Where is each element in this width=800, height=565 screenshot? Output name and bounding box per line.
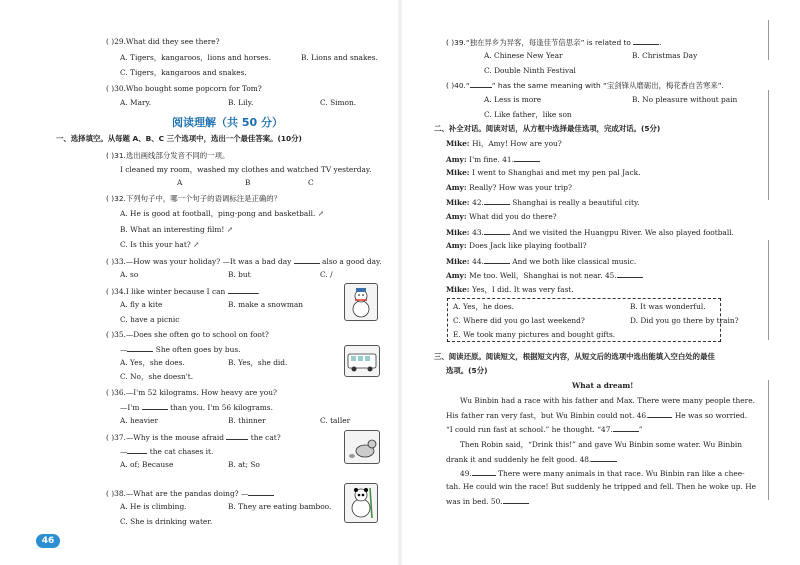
q32-option-c: C. Is this your hat? ↗ xyxy=(120,240,200,249)
q34-option-b: B. make a snowman xyxy=(228,300,304,309)
q37-option-a: A. of; Because xyxy=(120,460,174,469)
speaker: Amy: xyxy=(446,182,470,192)
dialog-text: I'm fine. xyxy=(469,154,503,164)
q32-option-a: A. He is good at football，ping-pong and basketball. ↗ xyxy=(120,209,324,218)
q30-option-a: A. Mary. xyxy=(120,98,152,107)
dialog-text: Hi，Amy! How are you? xyxy=(472,139,562,148)
q34-option-a: A. fly a kite xyxy=(120,300,163,309)
blank-number: 44. xyxy=(472,256,484,266)
story-line: drank it and suddenly he felt good. 48. xyxy=(446,454,617,464)
q38-option-c: C. She is drinking water. xyxy=(120,517,213,526)
q29-option-b: B. Lions and snakes. xyxy=(301,53,378,62)
answer-blank[interactable] xyxy=(617,270,643,278)
blank-number: 43. xyxy=(472,227,484,237)
q31-sentence: I cleaned my room，washed my clothes and watched TV yesterday. xyxy=(120,165,372,174)
q31-mark-c: C xyxy=(308,178,314,187)
q37-line2: — the cat chases it. xyxy=(120,447,214,456)
box-option-b: B. It was wonderful. xyxy=(630,302,706,311)
part1-instruction: 一、选择填空。从每题 A、B、C 三个选项中，选出一个最佳答案。(10分) xyxy=(56,134,302,143)
dialog-text: What did you do there? xyxy=(469,212,557,221)
story-line: Then Robin said，“Drink this!” and gave Wu Binbin some water. Wu Binbin xyxy=(460,440,742,449)
q29-option-c: C. Tigers，kangaroos and snakes. xyxy=(120,68,247,77)
speaker: Amy: xyxy=(446,241,470,251)
q38: ( )38.—What are the pandas doing? — xyxy=(106,488,274,498)
dialog-line xyxy=(446,197,640,207)
dialog-text: Really? How was your trip? xyxy=(469,182,572,192)
q30: ( )30.Who bought some popcorn for Tom? xyxy=(106,84,262,93)
q35-option-a: A. Yes，she does. xyxy=(120,358,185,367)
box-option-d: D. Did you go there by train? xyxy=(630,316,739,325)
q38-option-a: A. He is climbing. xyxy=(120,502,187,511)
q39-option-c: C. Double Ninth Festival xyxy=(484,66,576,75)
dialog-line xyxy=(446,183,572,192)
q30-option-b: B. Lily. xyxy=(228,98,254,107)
box-option-c: C. Where did you go last weekend? xyxy=(453,316,585,325)
rising-arrow-icon: ↗ xyxy=(193,240,200,249)
dialog-line xyxy=(446,212,557,221)
q29: ( )29.What did they see there? xyxy=(106,37,220,46)
story-line: His father ran very fast，but Wu Binbin could not. 46. He was so worried. xyxy=(446,411,748,420)
story-line: 49. There were many animals in that race. Wu Binbin ran like a chee- xyxy=(460,469,745,478)
box-option-a: A. Yes，he does. xyxy=(453,302,515,311)
q34: ( )34.I like winter because I can . xyxy=(106,287,260,296)
q35-line2: — She often goes by bus. xyxy=(120,345,241,354)
dialog-line xyxy=(446,270,643,280)
answer-blank[interactable] xyxy=(514,154,540,162)
q34-option-c: C. have a picnic xyxy=(120,315,180,324)
q36-option-b: B. thinner xyxy=(228,416,266,425)
q33-option-c: C. / xyxy=(320,270,333,279)
speaker: Amy: xyxy=(446,212,470,221)
margin-binding xyxy=(762,20,794,540)
q31: ( )31.选出画线部分发音不同的一项。 xyxy=(106,151,230,160)
dialog-text: Shanghai is really a beautiful city. xyxy=(509,198,640,208)
q31-mark-a: A xyxy=(177,178,183,187)
story-title: What a dream! xyxy=(572,381,634,390)
q30-option-c: C. Simon. xyxy=(320,98,357,107)
dialog-text: And we visited the Huangpu River. We also played football. xyxy=(509,227,734,237)
speaker: Mike: xyxy=(446,227,473,237)
q31-mark-b: B xyxy=(245,178,251,187)
q40: ( )40.“ ” has the same meaning with “宝剑锋从磨砺出，梅花香自苦寒来”. xyxy=(446,81,724,90)
snowman-icon xyxy=(344,283,378,321)
dialog-text: Does Jack like playing football? xyxy=(469,241,587,251)
q37: ( )37.—Why is the mouse afraid the cat? xyxy=(106,433,281,442)
part3-instruction: 三、阅读还原。阅读短文，根据短文内容，从短文后的选项中选出能填入空白处的最佳 xyxy=(434,352,715,361)
answer-blank[interactable] xyxy=(484,256,510,264)
answer-blank[interactable] xyxy=(484,227,510,235)
rising-arrow-icon: ↗ xyxy=(226,225,233,234)
q32-option-b: B. What an interesting film! ↗ xyxy=(120,225,233,234)
part2-instruction: 二、补全对话。阅读对话，从方框中选择最佳选项，完成对话。(5分) xyxy=(434,124,661,133)
speaker: Amy: xyxy=(446,271,470,281)
right-page xyxy=(400,0,800,565)
dialog-line xyxy=(446,241,587,250)
q33-option-a: A. so xyxy=(120,270,139,279)
story-line: tah. He could win the race! But suddenly he tripped and fell. Then he woke up. He xyxy=(446,482,757,491)
q39-option-a: A. Chinese New Year xyxy=(484,51,563,60)
q33: ( )33.—How was your holiday? —It was a bad day also a good day. xyxy=(106,257,382,266)
dialog-line xyxy=(446,154,540,164)
q36-line2: —I'm than you. I'm 56 kilograms. xyxy=(120,403,273,412)
page-number: 46 xyxy=(36,534,60,548)
q40-option-a: A. Less is more xyxy=(484,95,542,104)
dialog-line xyxy=(446,256,636,266)
box-option-e: E. We took many pictures and bought gifts. xyxy=(453,330,616,339)
q35: ( )35.—Does she often go to school on foot? xyxy=(106,330,269,339)
rising-arrow-icon: ↗ xyxy=(317,209,324,218)
speaker: Mike: xyxy=(446,285,473,294)
q37-option-b: B. at; So xyxy=(228,460,260,469)
answer-blank[interactable] xyxy=(484,197,510,205)
cat-mouse-icon xyxy=(344,430,380,464)
part3-instruction-line2: 选项。(5分) xyxy=(446,366,488,375)
q36: ( )36.—I'm 52 kilograms. How heavy are you? xyxy=(106,388,277,397)
dialog-line xyxy=(446,227,734,237)
speaker: Amy: xyxy=(446,154,470,164)
dialog-line xyxy=(446,285,574,294)
dialog-text: And we both like classical music. xyxy=(509,256,637,266)
q36-option-a: A. heavier xyxy=(120,416,159,425)
q40-option-b: B. No pleasure without pain xyxy=(632,95,738,104)
q35-option-b: B. Yes，she did. xyxy=(228,358,288,367)
speaker: Mike: xyxy=(446,139,473,148)
q39-option-b: B. Christmas Day xyxy=(632,51,698,60)
bus-icon xyxy=(344,345,380,377)
blank-number: 42. xyxy=(472,198,484,208)
story-line: was in bed. 50. xyxy=(446,496,529,506)
dialog-line xyxy=(446,168,640,177)
story-line: “I could run fast at school.” he thought. “47. ” xyxy=(446,425,643,434)
q33-option-b: B. but xyxy=(228,270,251,279)
story-line: Wu Binbin had a race with his father and Max. There were many people there. xyxy=(460,396,755,405)
speaker: Mike: xyxy=(446,168,473,178)
q38-option-b: B. They are eating bamboo. xyxy=(228,502,332,511)
q40-option-c: C. Like father，like son xyxy=(484,110,572,119)
q39: ( )39.“独在异乡为异客，每逢佳节倍思亲” is related to . xyxy=(446,38,662,47)
q36-option-c: C. taller xyxy=(320,416,351,425)
dialog-text: Yes，I did. It was very fast. xyxy=(472,285,574,294)
speaker: Mike: xyxy=(446,256,473,266)
dialog-text: I went to Shanghai and met my pen pal Jack. xyxy=(472,168,641,178)
q35-option-c: C. No，she doesn't. xyxy=(120,372,194,381)
q29-option-a: A. Tigers，kangaroos，lions and horses. xyxy=(120,53,271,62)
blank-number: 41. xyxy=(502,154,514,164)
speaker: Mike: xyxy=(446,198,473,208)
dialog-line xyxy=(446,139,562,148)
section-title: 阅读理解（共 50 分） xyxy=(172,116,283,129)
q32: ( )32.下列句子中，哪一个句子的语调标注是正确的？ xyxy=(106,194,282,203)
panda-icon xyxy=(344,483,378,523)
dialog-text: Me too. Well，Shanghai is not near. xyxy=(469,271,605,281)
blank-number: 45. xyxy=(604,271,617,281)
